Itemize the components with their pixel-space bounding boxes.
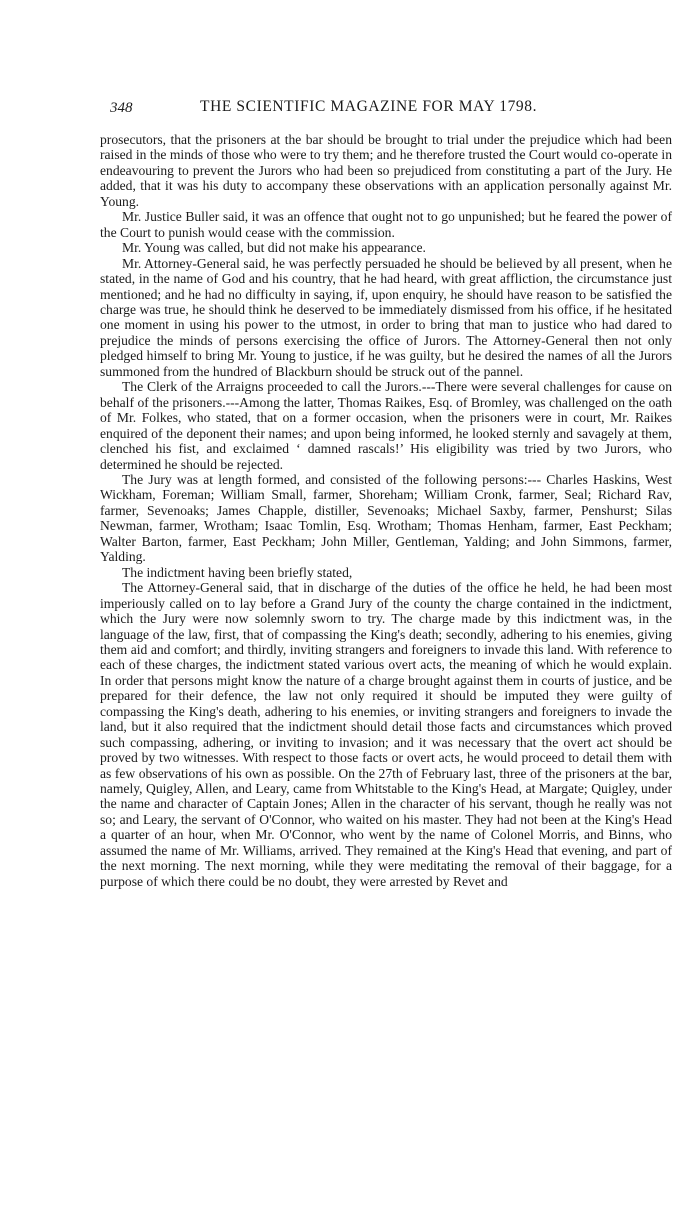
paragraph: prosecutors, that the prisoners at the bar should be brought to trial under the prejudice which had been raised in the minds of those who were to try them; and he therefore trusted the Court would co-operate in endeavouring to prevent the Jurors who had been so prejudiced from constituting a part of the Jury. He added, that it was his duty to accompany these observations with an application personally against Mr. Young. [100,132,672,209]
page-number: 348 [110,100,133,116]
paragraph: Mr. Justice Buller said, it was an offence that ought not to go unpunished; but he feared the power of the Court to punish would cease with the commission. [100,209,672,240]
article-body [100,132,672,889]
page-header [100,96,672,128]
page [100,96,672,889]
paragraph: The Jury was at length formed, and consisted of the following persons:--- Charles Haskins, West Wickham, Foreman; William Small, farmer, Shoreham; William Cronk, farmer, Seal; Richard Rav, farmer, Sevenoaks; James Chapple, distiller, Sevenoaks; Michael Saxby, farmer, Penshurst; Silas Newman, farmer, Wrotham; Isaac Tomlin, Esq. Wrotham; Thomas Henham, farmer, East Peckham; Walter Barton, farmer, East Peckham; John Miller, Gentleman, Yalding; and John Simmons, farmer, Yalding. [100,471,672,565]
paragraph: The Clerk of the Arraigns proceeded to call the Jurors.---There were several challenges for cause on behalf of the prisoners.---Among the latter, Thomas Raikes, Esq. of Bromley, was challenged on the oath of Mr. Folkes, who stated, that on a former occasion, when the prisoners were in court, Mr. Raikes enquired of the deponent their names; and upon being informed, he looked sternly and savagely at them, clenched his fist, and exclaimed ‘ damned rascals!’ His eligibility was tried by two Jurors, who determined he should be rejected. [100,379,672,472]
paragraph: Mr. Attorney-General said, he was perfectly persuaded he should be believed by all present, when he stated, in the name of God and his country, that he had heard, with great affliction, the circumstance just mentioned; and he had no difficulty in saying, if, upon enquiry, he should have reason to be satisfied the charge was true, he should think he deserved to be immediately dismissed from his office, if he hesitated one moment in using his power to the utmost, in order to bring that man to justice who had dared to prejudice the minds of persons exercising the office of Jurors. The Attorney-General then not only pledged himself to bring Mr. Young to justice, if he was guilty, but he desired the names of all the Jurors summoned from the hundred of Blackburn should be struck out of the pannel. [100,255,672,379]
running-title: THE SCIENTIFIC MAGAZINE FOR MAY 1798. [200,98,538,115]
paragraph: The indictment having been briefly stated, [122,564,353,580]
paragraph: The Attorney-General said, that in discharge of the duties of the office he held, he had been most imperiously called on to lay before a Grand Jury of the county the charge contained in the indictment, which the Jury were now solemnly sworn to try. The charge made by this indictment was, in the language of the law, first, that of compassing the King's death; secondly, adhering to his enemies, giving them aid and comfort; and thirdly, inviting strangers and foreigners to invade this land. With reference to each of these charges, the indictment stated various overt acts, the meaning of which he would explain. In order that persons might know the nature of a charge brought against them in courts of justice, and be prepared for their defence, the law not only required it should be imputed they were guilty of compassing the King's death, adhering to his enemies, or inviting strangers and foreigners to invade the land, but it also required that the indictment should detail those facts and circumstances which proved such compassing, adhering, or inviting to invasion; and it was necessary that the overt act should be proved by two witnesses. With respect to those facts or overt acts, he would proceed to detail them with as few observations of his own as possible. On the 27th of February last, three of the prisoners at the bar, namely, Quigley, Allen, and Leary, came from Whitstable to the King's Head, at Margate; Quigley, under the name and character of Captain Jones; Allen in the character of his servant, though he really was not so; and Leary, the servant of O'Connor, who waited on his master. They had not been at the King's Head a quarter of an hour, when Mr. O'Connor, who went by the name of Colonel Morris, and Binns, who assumed the name of Mr. Williams, arrived. They remained at the King's Head that evening, and part of the next morning. The next morning, while they were meditating the removal of their baggage, for a purpose of which there could be no doubt, they were arrested by Revet and [100,580,672,889]
paragraph: Mr. Young was called, but did not make his appearance. [122,240,426,256]
